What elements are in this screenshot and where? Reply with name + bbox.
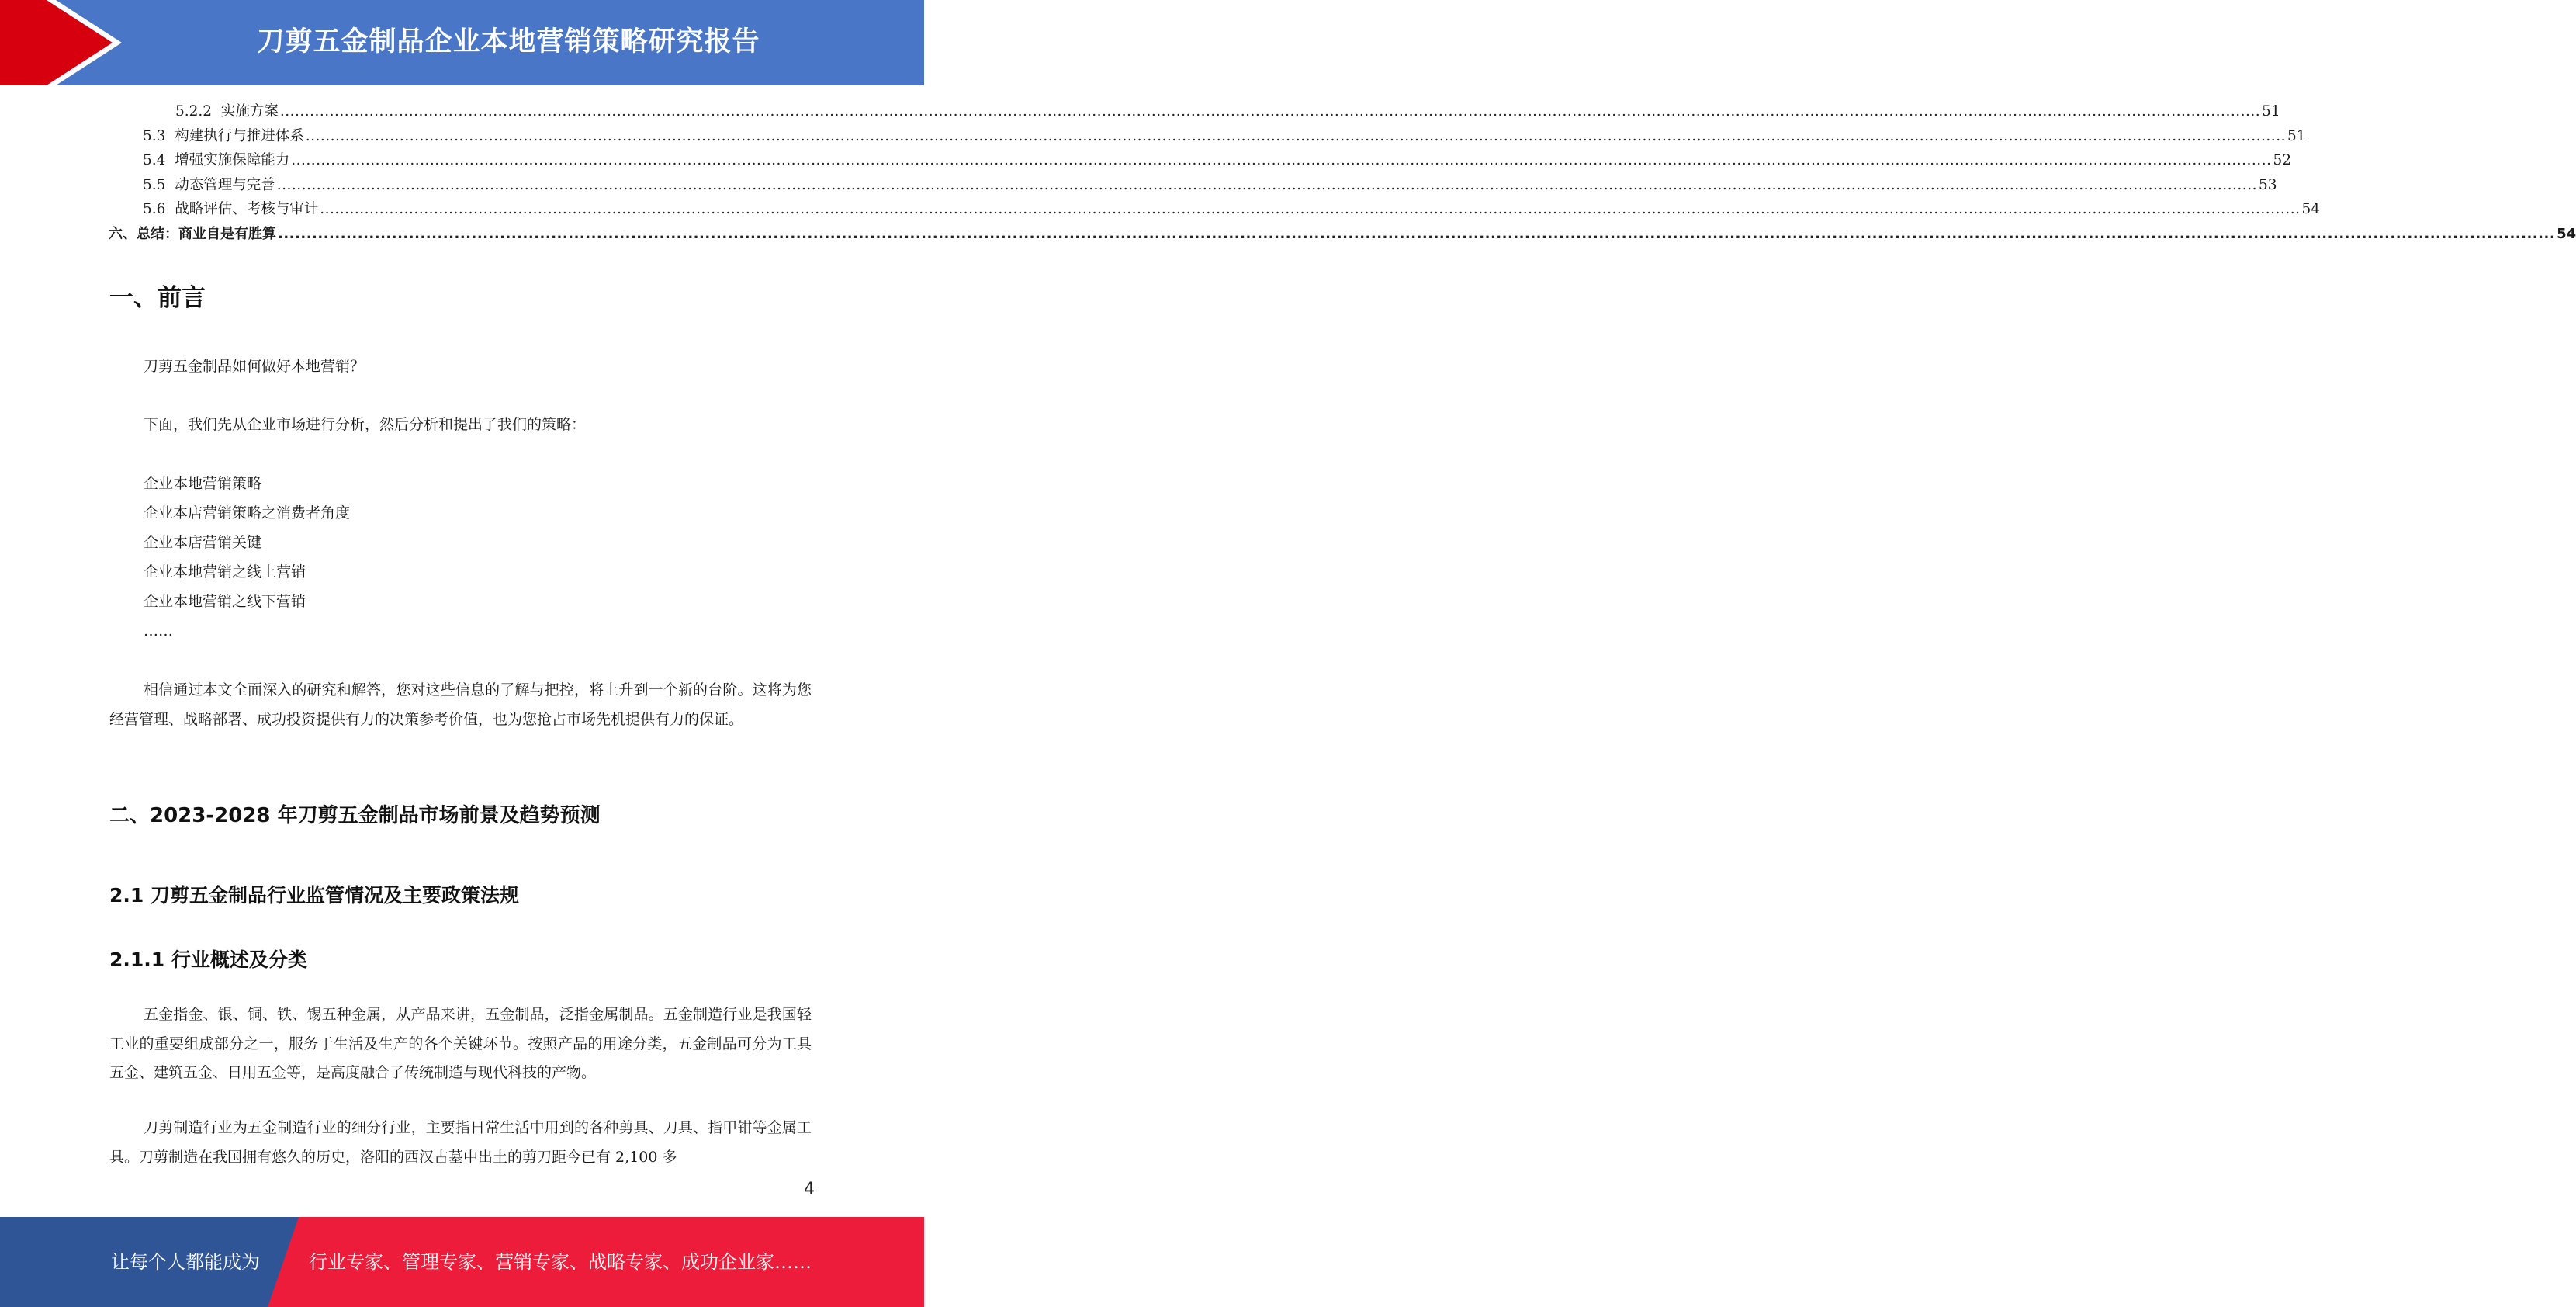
toc-entry-page: 52	[2273, 152, 2291, 168]
list-item: 企业本地营销策略	[144, 475, 262, 492]
toc-entry-title: 构建执行与推进体系	[175, 127, 304, 144]
toc-leader-dots: ................................................................................................................................................................................................................................................................................................................................................................................................................	[278, 225, 2556, 242]
strategy-list	[144, 470, 350, 647]
toc-entry-number: 5.3	[143, 127, 175, 144]
toc-entry[interactable]	[109, 173, 2277, 198]
list-item: 企业本店营销关键	[144, 534, 262, 551]
toc-entry-number: 5.4	[143, 152, 175, 168]
toc-entry-number: 5.2.2	[175, 103, 221, 120]
toc-entry[interactable]	[109, 148, 2291, 173]
toc-entry[interactable]	[109, 99, 2280, 124]
section-heading-market-outlook: 二、2023-2028 年刀剪五金制品市场前景及趋势预测	[109, 804, 601, 827]
toc-entry[interactable]	[109, 222, 2576, 247]
list-item: 企业本店营销策略之消费者角度	[144, 504, 351, 522]
paragraph-cutlery-industry: 刀剪制造行业为五金制造行业的细分行业，主要指日常生活中用到的各种剪具、刀具、指甲钳等金属工具。刀剪制造在我国拥有悠久的历史，洛阳的西汉古墓中出土的剪刀距今已有 2,100 多	[109, 1119, 812, 1166]
toc-leader-dots: ................................................................................................................................................................................................................................................................................................................................................................................................................	[305, 127, 2286, 144]
header-title: 刀剪五金制品企业本地营销策略研究报告	[257, 26, 760, 57]
toc-entry-page: 54	[2557, 225, 2576, 242]
toc-entry-title: 动态管理与完善	[175, 176, 275, 193]
toc-leader-dots: ................................................................................................................................................................................................................................................................................................................................................................................................................	[279, 103, 2261, 120]
section-heading-preface: 一、前言	[109, 284, 206, 312]
preface-conclusion: 相信通过本文全面深入的研究和解答，您对这些信息的了解与把控，将上升到一个新的台阶。这将为您经营管理、战略部署、成功投资提供有力的决策参考价值，也为您抢占市场先机提供有力的保证。	[109, 681, 812, 728]
list-item: 企业本地营销之线上营销	[144, 563, 306, 581]
page-number: 4	[804, 1180, 815, 1199]
toc-leader-dots: ................................................................................................................................................................................................................................................................................................................................................................................................................	[291, 152, 2272, 168]
toc-entry-page: 51	[2287, 127, 2306, 144]
toc-entry-number: 5.6	[143, 201, 175, 217]
table-of-contents	[109, 99, 2576, 246]
page-footer	[0, 1217, 924, 1307]
subsection-heading-regulation: 2.1 刀剪五金制品行业监管情况及主要政策法规	[109, 884, 519, 907]
list-item: ……	[144, 622, 173, 640]
red-arrow-shape	[0, 0, 113, 85]
toc-entry-page: 51	[2262, 103, 2280, 120]
toc-entry[interactable]	[109, 124, 2306, 149]
footer-slogan-left: 让每个人都能成为	[111, 1251, 260, 1273]
toc-entry-number: 5.5	[143, 176, 175, 193]
paragraph-hardware-overview: 五金指金、银、铜、铁、锡五种金属，从产品来讲，五金制品，泛指金属制品。五金制造行业是我国轻工业的重要组成部分之一，服务于生活及生产的各个关键环节。按照产品的用途分类，五金制品可分为工具五金、建筑五金、日用五金等，是高度融合了传统制造与现代科技的产物。	[109, 1006, 812, 1081]
toc-entry-title: 战略评估、考核与审计	[175, 201, 319, 217]
subsection-heading-overview: 2.1.1 行业概述及分类	[109, 948, 307, 971]
toc-entry-title: 增强实施保障能力	[175, 152, 290, 168]
toc-entry-page: 54	[2301, 201, 2320, 217]
footer-slogan-right: 行业专家、管理专家、营销专家、战略专家、成功企业家……	[309, 1251, 812, 1273]
preface-intro: 下面，我们先从企业市场进行分析，然后分析和提出了我们的策略：	[144, 416, 587, 433]
preface-question: 刀剪五金制品如何做好本地营销？	[144, 358, 365, 375]
toc-entry-title: 六、总结：商业自是有胜算	[109, 225, 276, 242]
list-item: 企业本地营销之线下营销	[144, 593, 306, 610]
toc-entry-page: 53	[2258, 176, 2277, 193]
toc-entry[interactable]	[109, 197, 2320, 222]
page-header	[0, 0, 924, 85]
toc-leader-dots: ................................................................................................................................................................................................................................................................................................................................................................................................................	[276, 176, 2257, 193]
toc-leader-dots: ................................................................................................................................................................................................................................................................................................................................................................................................................	[320, 201, 2301, 217]
toc-entry-title: 实施方案	[220, 103, 279, 120]
